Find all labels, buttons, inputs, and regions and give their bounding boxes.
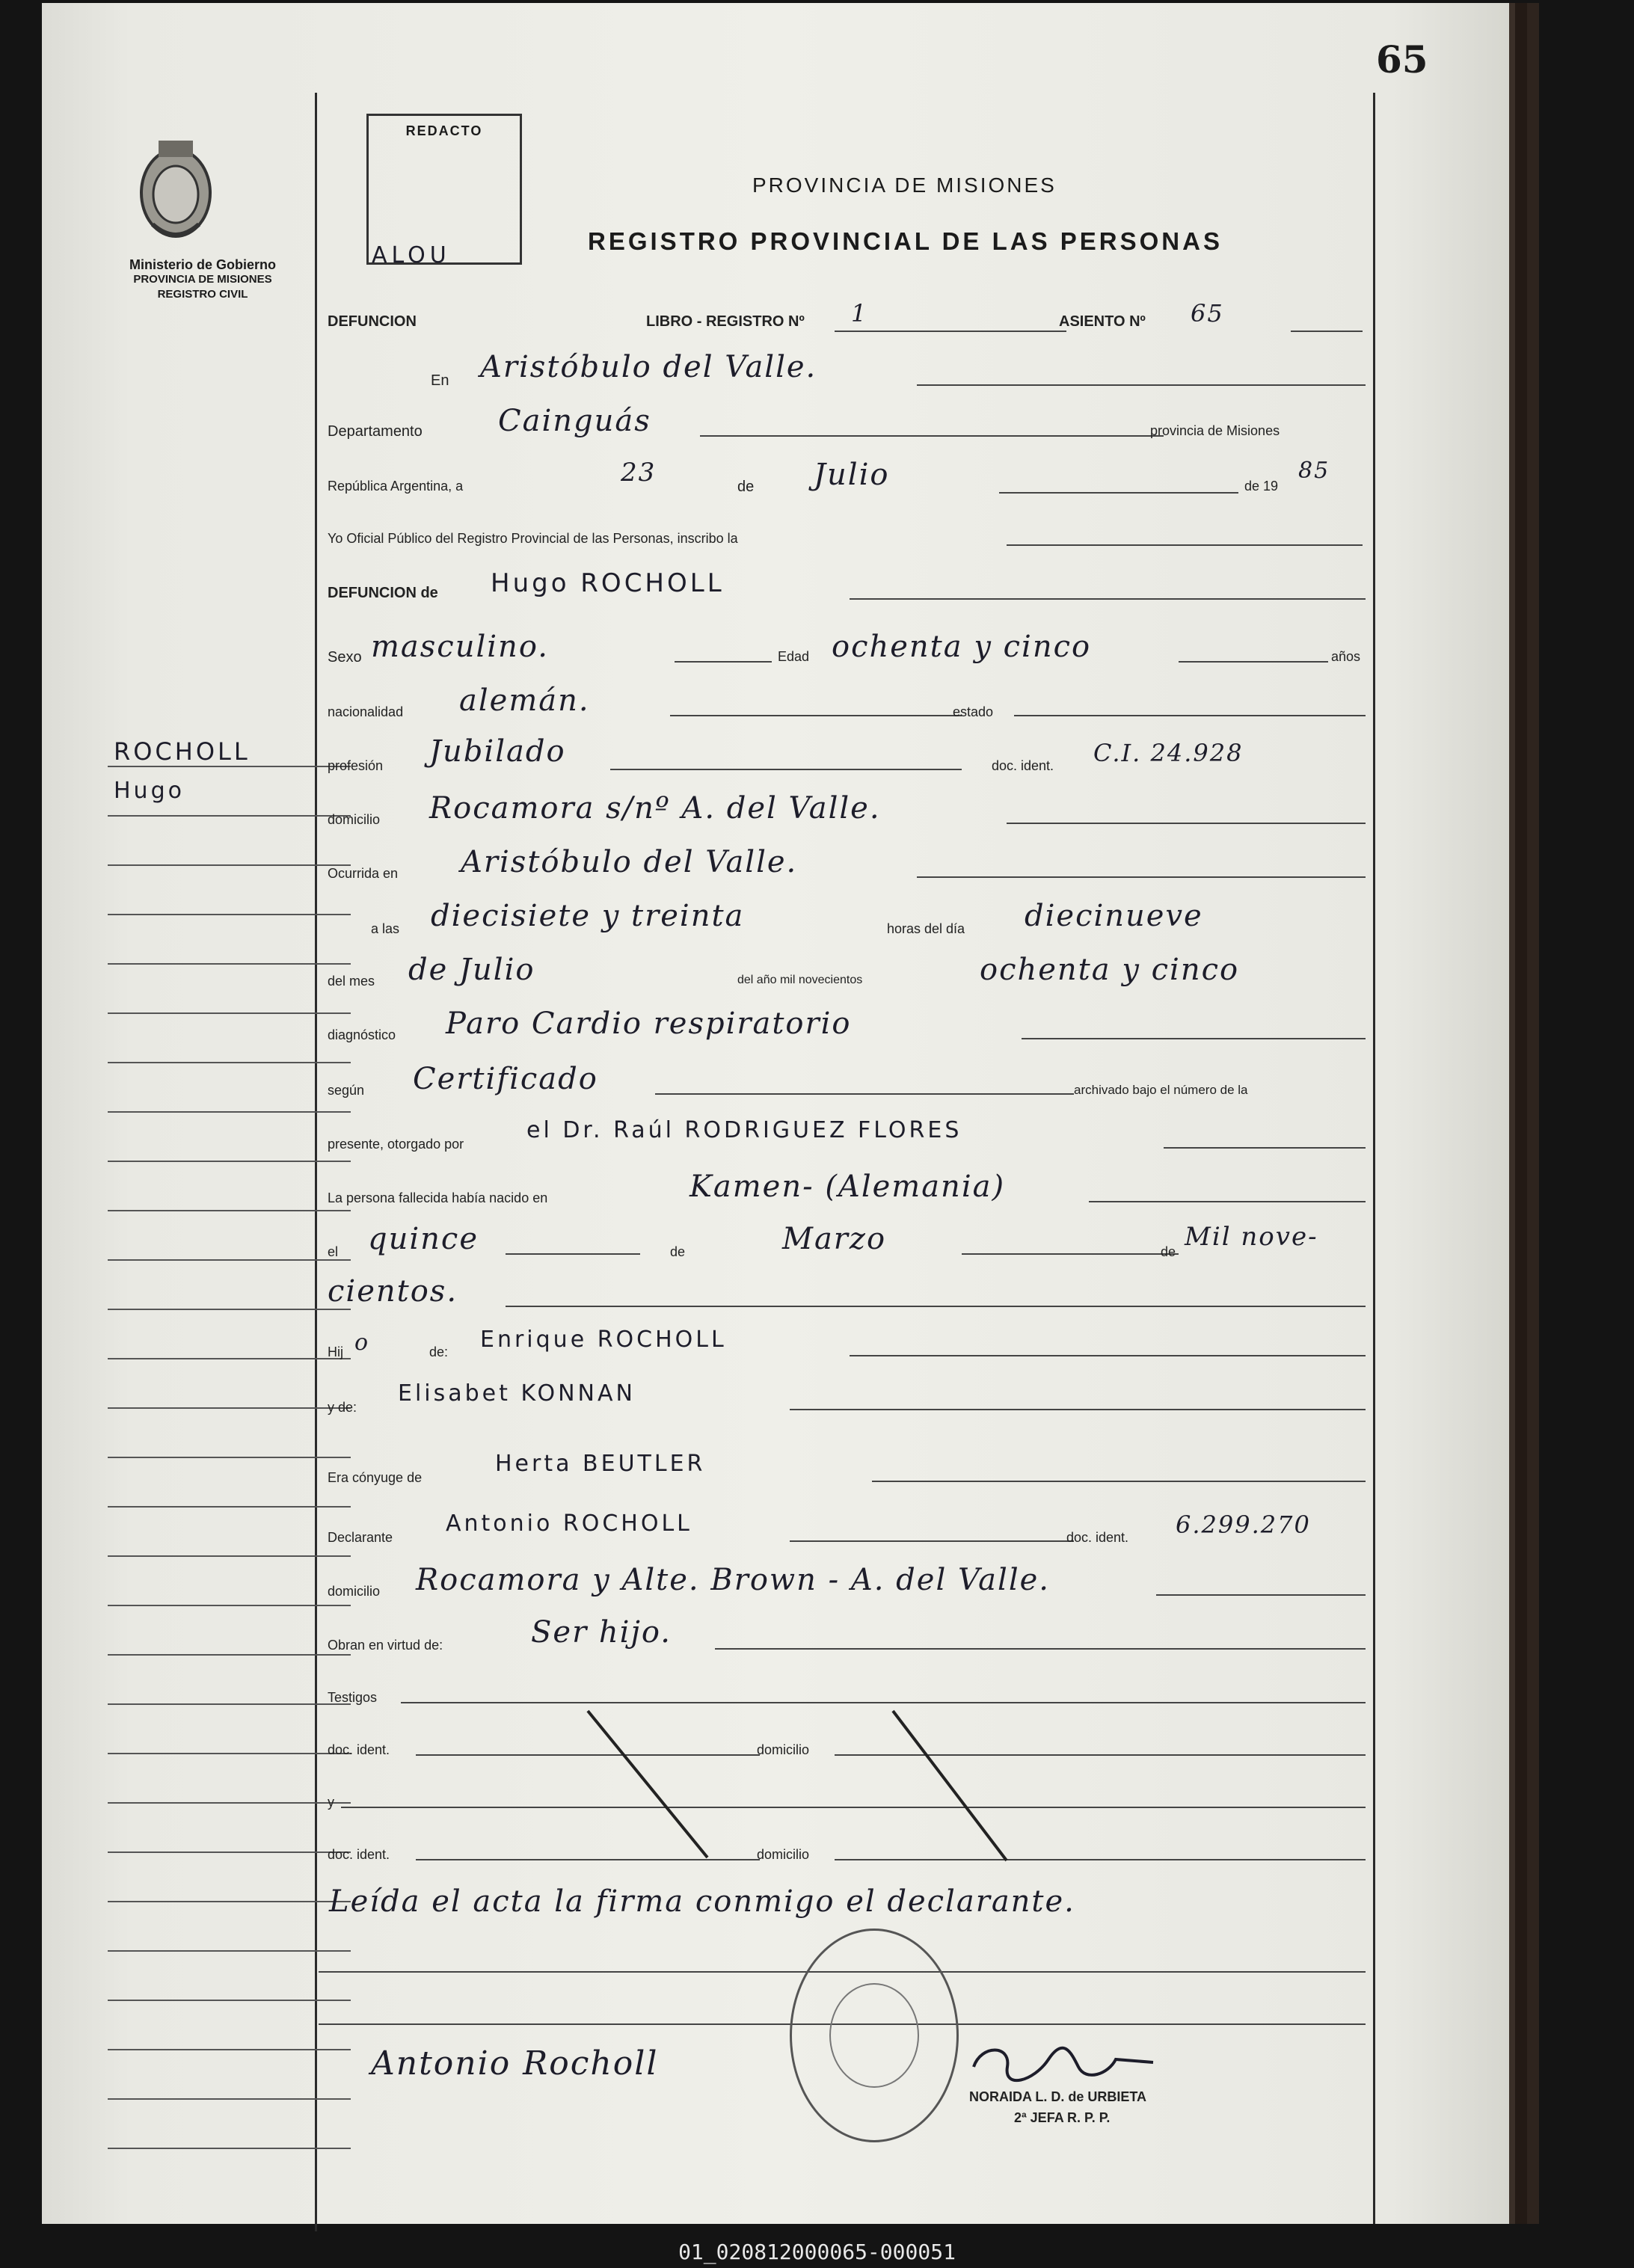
declarante-label: Declarante [328, 1530, 393, 1545]
testigo2-dom-label: domicilio [757, 1847, 810, 1862]
domicilio-label: domicilio [328, 812, 381, 827]
margin-rule [108, 1703, 351, 1705]
margin-rule [108, 1210, 351, 1211]
margin-rule [108, 914, 351, 915]
de-padre-label: de: [429, 1344, 449, 1359]
margin-rule [108, 1111, 351, 1113]
header-province: PROVINCIA DE MISIONES [752, 173, 1057, 197]
coat-of-arms-emblem [130, 135, 221, 247]
testigo-dom-label: domicilio [757, 1742, 810, 1757]
margin-rule [108, 1654, 351, 1656]
edad-value: ochenta y cinco [832, 630, 1092, 664]
defuncion-de-label: DEFUNCION de [328, 585, 438, 601]
margin-rule [108, 1407, 351, 1409]
republica-label: República Argentina, a [328, 479, 464, 494]
ministry-name: Ministerio de Gobierno [129, 257, 276, 272]
nac-dia-value: quince [368, 1222, 479, 1256]
padre-value: Enrique ROCHOLL [480, 1327, 727, 1353]
horas-label: horas del día [887, 921, 965, 936]
margin-rule [108, 815, 351, 817]
obran-value: Ser hijo. [531, 1615, 672, 1650]
right-margin-rule [1373, 93, 1375, 2224]
asiento-label: ASIENTO Nº [1059, 313, 1146, 330]
redacto-label: REDACTO [405, 123, 483, 138]
ocurrida-label: Ocurrida en [328, 866, 399, 881]
mes-fallecimiento-value: de Julio [408, 953, 535, 987]
y-de-label: y de: [328, 1400, 357, 1415]
nacido-label: La persona fallecida había nacido en [328, 1190, 548, 1205]
declarante-signature: Antonio Rocholl [371, 2044, 659, 2083]
header-registry: REGISTRO PROVINCIAL DE LAS PERSONAS [588, 227, 1223, 255]
archivado-label: archivado bajo el número de la [1074, 1083, 1248, 1097]
margin-rule [108, 963, 351, 965]
doc2-value: 6.299.270 [1176, 1511, 1311, 1539]
profesion-label: profesión [328, 758, 384, 773]
margin-rule [108, 1358, 351, 1359]
nacido-value: Kamen- (Alemania) [689, 1170, 1006, 1204]
fallecido-value: Hugo ROCHOLL [491, 568, 725, 598]
y-label: y [328, 1795, 334, 1810]
el-label: el [328, 1244, 339, 1259]
anio-mil-label: del año mil novecientos [737, 974, 863, 986]
conyuge-value: Herta BEUTLER [495, 1451, 706, 1477]
provincia-label: provincia de Misiones [1150, 423, 1280, 438]
testigos-void-strokes [535, 1700, 1059, 1872]
hijo-suffix: o [354, 1330, 370, 1356]
doc2-label: doc. ident. [1066, 1530, 1129, 1545]
hijo-label: Hij [328, 1344, 343, 1359]
image-caption: 01_020812000065-000051 [678, 2240, 956, 2264]
en-label: En [431, 372, 449, 389]
official-title: 2ª JEFA R. P. P. [1014, 2110, 1111, 2125]
anios-label: años [1331, 649, 1361, 664]
estado-label: estado [953, 704, 994, 719]
margin-surname: ROCHOLL [114, 737, 251, 766]
libro-label: LIBRO - REGISTRO Nº [646, 313, 805, 330]
doc-value: C.I. 24.928 [1093, 739, 1244, 767]
margin-rule [108, 1950, 351, 1952]
oficial-label: Yo Oficial Público del Registro Provincial de las Personas, inscribo la [328, 531, 738, 546]
obran-label: Obran en virtud de: [328, 1638, 443, 1653]
testigo2-doc-label: doc. ident. [328, 1847, 390, 1862]
document-page [42, 3, 1509, 2224]
defuncion-label: DEFUNCION [328, 313, 417, 330]
departamento-label: Departamento [328, 423, 423, 440]
ministry-header [64, 257, 341, 302]
mes-value: Julio [814, 458, 890, 492]
nac-anio-continuation: cientos. [328, 1274, 458, 1309]
presente-label: presente, otorgado por [328, 1137, 464, 1152]
margin-rule [108, 1506, 351, 1508]
sexo-label: Sexo [328, 649, 362, 666]
official-name: NORAIDA L. D. de URBIETA [969, 2089, 1146, 2104]
margin-rule [108, 1457, 351, 1458]
conyuge-label: Era cónyuge de [328, 1470, 423, 1485]
hora-value: diecisiete y treinta [431, 899, 745, 933]
segun-value: Certificado [413, 1062, 598, 1096]
de-mil-label: de [1161, 1244, 1176, 1259]
margin-rule [108, 1555, 351, 1557]
redacto-initials: ALOU [372, 242, 451, 268]
a-las-label: a las [371, 921, 400, 936]
margin-rule [108, 2098, 351, 2100]
dia-value: 23 [621, 458, 657, 488]
official-seal [790, 1929, 959, 2142]
domicilio-value: Rocamora s/nº A. del Valle. [429, 791, 881, 826]
profesion-value: Jubilado [429, 734, 566, 769]
margin-given-name: Hugo [114, 778, 185, 804]
margin-rule [108, 864, 351, 866]
margin-rule [108, 2000, 351, 2001]
sexo-value: masculino. [371, 630, 549, 664]
margin-rule [108, 1012, 351, 1014]
madre-value: Elisabet KONNAN [398, 1380, 636, 1407]
page-number: 65 [1376, 37, 1428, 82]
diagnostico-value: Paro Cardio respiratorio [446, 1007, 852, 1041]
nacionalidad-value: alemán. [459, 683, 590, 718]
de2-label: de [670, 1244, 686, 1259]
margin-rule [108, 1161, 351, 1162]
en-value: Aristóbulo del Valle. [480, 350, 817, 384]
nac-mes-value: Marzo [782, 1222, 887, 1256]
declarante-value: Antonio ROCHOLL [446, 1511, 692, 1537]
segun-label: según [328, 1083, 365, 1098]
margin-rule [108, 2049, 351, 2050]
de-label: de [737, 479, 755, 495]
anio-value: 85 [1298, 458, 1330, 484]
margin-rule [108, 1605, 351, 1606]
margin-rule [108, 1753, 351, 1754]
diagnostico-label: diagnóstico [328, 1027, 396, 1042]
doc-label: doc. ident. [992, 758, 1054, 773]
margin-rule [108, 1062, 351, 1063]
margin-rule [108, 1309, 351, 1310]
margin-rule [108, 1259, 351, 1261]
margin-rule [108, 2148, 351, 2149]
medico-value: el Dr. Raúl RODRIGUEZ FLORES [526, 1117, 962, 1143]
margin-rule [108, 766, 351, 767]
anio-fallecimiento-value: ochenta y cinco [980, 953, 1240, 987]
testigo-doc-label: doc. ident. [328, 1742, 390, 1757]
official-signature [966, 2037, 1161, 2089]
ministry-registry: REGISTRO CIVIL [157, 288, 248, 301]
dia-fallecimiento-value: diecinueve [1025, 899, 1203, 933]
margin-rule [108, 1802, 351, 1804]
leida-text: Leída el acta la firma conmigo el declarante. [329, 1884, 1075, 1919]
redacto-stamp-box [366, 114, 522, 268]
ocurrida-value: Aristóbulo del Valle. [461, 845, 798, 879]
departamento-value: Cainguás [498, 404, 651, 438]
edad-label: Edad [778, 649, 810, 664]
de19-label: de 19 [1244, 479, 1279, 494]
nacionalidad-label: nacionalidad [328, 704, 404, 719]
libro-value: 1 [851, 299, 868, 328]
domicilio2-value: Rocamora y Alte. Brown - A. del Valle. [416, 1563, 1050, 1597]
nac-anio-value: Mil nove- [1185, 1222, 1318, 1252]
ministry-province: PROVINCIA DE MISIONES [133, 273, 272, 286]
left-margin-rule [315, 93, 317, 2231]
asiento-value: 65 [1191, 299, 1224, 328]
testigos-label: Testigos [328, 1690, 378, 1705]
margin-rule [108, 1901, 351, 1902]
domicilio2-label: domicilio [328, 1584, 381, 1599]
margin-rule [108, 1851, 351, 1853]
del-mes-label: del mes [328, 974, 375, 989]
